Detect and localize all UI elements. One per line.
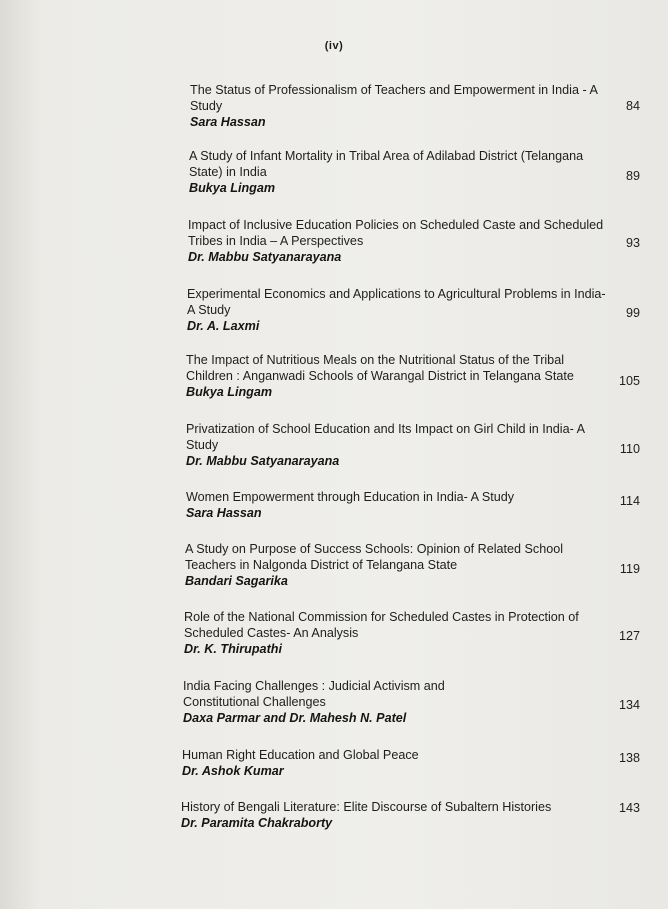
toc-entry-author: Bukya Lingam — [186, 385, 273, 399]
toc-entry-title: History of Bengali Literature: Elite Discourse of Subaltern Histories — [181, 800, 552, 814]
toc-entry-author: Dr. A. Laxmi — [187, 319, 260, 333]
toc-entry-page: 84 — [625, 99, 640, 113]
toc-entry-author: Sara Hassan — [190, 115, 266, 129]
toc-entry-title: Women Empowerment through Education in India- A Study — [186, 490, 515, 504]
toc-entry-title: Experimental Economics and Applications to Agricultural Problems in India- A Study — [187, 287, 606, 317]
toc-entry-title: The Status of Professionalism of Teachers and Empowerment in India - A Study — [190, 83, 598, 113]
toc-entry-title: Impact of Inclusive Education Policies on Scheduled Caste and Scheduled Tribes in India – A Perspectives — [188, 218, 604, 248]
toc-entry-page: 105 — [618, 374, 640, 388]
toc-entry-author: Dr. Ashok Kumar — [182, 764, 284, 778]
toc-entry-page: 143 — [618, 801, 640, 815]
toc-entry-author: Dr. Paramita Chakraborty — [181, 816, 333, 830]
toc-entry-title: Human Right Education and Global Peace — [182, 748, 419, 762]
toc-entry-title: Role of the National Commission for Scheduled Castes in Protection of Scheduled Castes- An Analysis — [184, 610, 579, 640]
toc-entry-title: Privatization of School Education and Its Impact on Girl Child in India- A Study — [186, 422, 585, 452]
toc-entry-page: 138 — [618, 751, 640, 765]
toc-entry-page: 110 — [619, 442, 640, 456]
toc-entry-author: Dr. Mabbu Satyanarayana — [188, 250, 342, 264]
toc-entry-page: 134 — [618, 698, 640, 712]
toc-entry-author: Dr. Mabbu Satyanarayana — [186, 454, 340, 468]
toc-entry-page: 99 — [625, 306, 640, 320]
toc-entry-page: 114 — [619, 494, 640, 508]
toc-entry-author: Sara Hassan — [186, 506, 262, 520]
page-number: (iv) — [324, 40, 344, 52]
toc-entry-page: 119 — [619, 562, 640, 576]
toc-entry-title: The Impact of Nutritious Meals on the Nutritional Status of the Tribal Children : Anganwadi Schools of Warangal District in Telangana State — [186, 353, 574, 383]
toc-entry-title: A Study on Purpose of Success Schools: Opinion of Related School Teachers in Nalgonda District of Telangana State — [185, 542, 564, 572]
toc-entry-author: Bukya Lingam — [189, 181, 276, 195]
toc-entry-author: Dr. K. Thirupathi — [184, 642, 282, 656]
toc-entry-author: Daxa Parmar and Dr. Mahesh N. Patel — [183, 711, 407, 725]
toc-entry-author: Bandari Sagarika — [185, 574, 288, 588]
toc-entry-title: India Facing Challenges : Judicial Activism and Constitutional Challenges — [183, 679, 445, 709]
toc-entry-page: 89 — [625, 169, 640, 183]
toc-entry-page: 93 — [625, 236, 640, 250]
toc-entry-page: 127 — [618, 629, 640, 643]
toc-entry-title: A Study of Infant Mortality in Tribal Area of Adilabad District (Telangana State) in India — [189, 149, 584, 179]
